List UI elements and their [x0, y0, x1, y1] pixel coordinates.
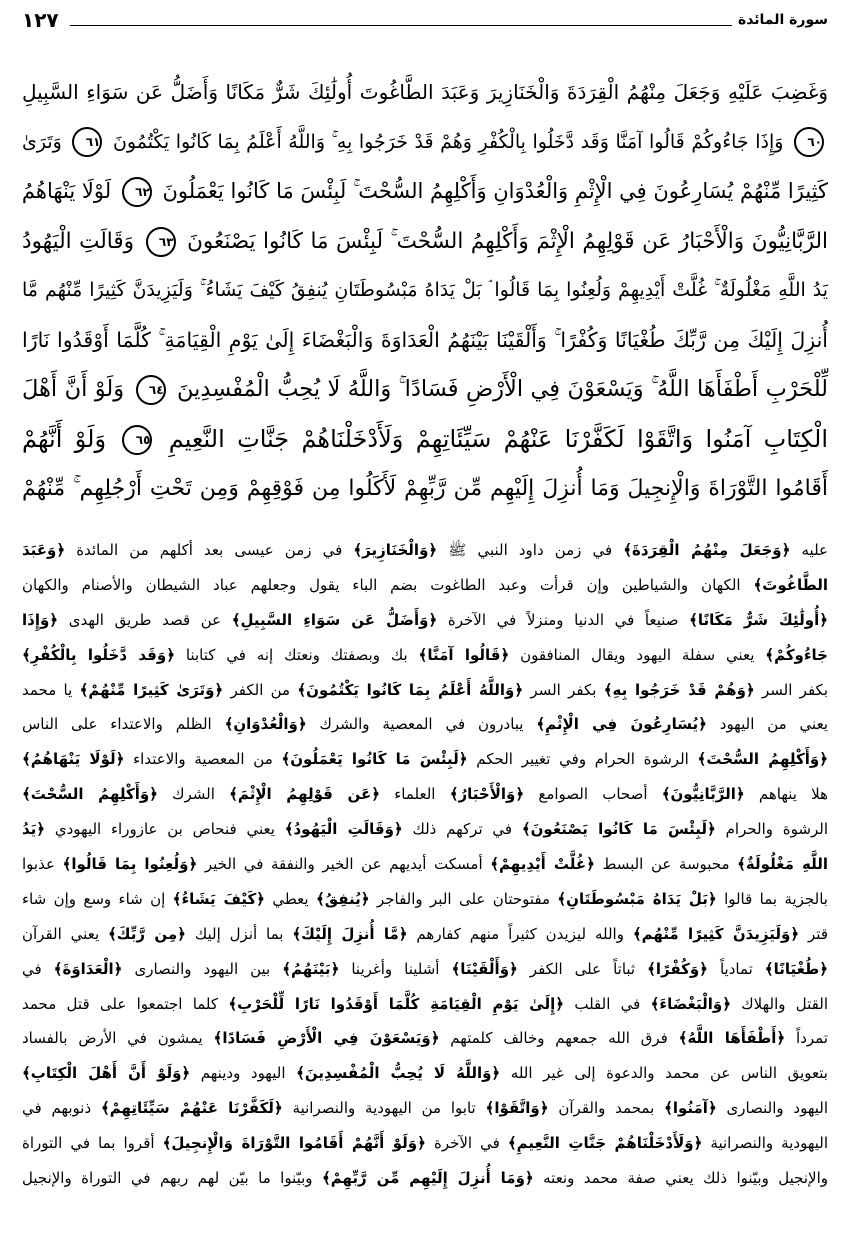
verse-number-marker: ٦١: [72, 127, 102, 157]
quran-quote: ﴿وَاللَّهُ لَا يُحِبُّ الْمُفْسِدِينَ﴾: [296, 1064, 501, 1083]
quran-quote: ﴿آمَنُوا﴾: [664, 1099, 717, 1118]
commentary-line: الرشوة والحرام ﴿لَبِئْسَ مَا كَانُوا يَصْنَعُونَ﴾ في تركهم ذلك ﴿وَقَالَتِ الْيَهُودُ﴾ يعني فنحاص بن عازوراء اليهودي ﴿يَدُ: [22, 820, 828, 839]
quran-quote: ﴿وَاللَّهُ أَعْلَمُ بِمَا كَانُوا يَكْتُمُونَ﴾: [297, 680, 524, 699]
quran-quote: جَاءُوكُمْ﴾: [765, 645, 828, 664]
quran-quote: ﴿وَأَكْلِهِمُ السُّحْتَ﴾: [22, 785, 158, 804]
commentary-line: جَاءُوكُمْ﴾ يعني سفلة اليهود ويقال المنافقون ﴿قَالُوا آمَنَّا﴾ بك وبصفتك ونعتك إنه في كتابنا ﴿وَقَد دَّخَلُوا بِالْكُفْرِ﴾: [22, 645, 828, 664]
commentary-line: اليهودية والنصرانية ﴿وَلَأَدْخَلْنَاهُمْ جَنَّاتِ النَّعِيمِ﴾ في الآخرة ﴿وَلَوْ أَنَّهُمْ أَقَامُوا التَّوْرَاةَ وَالْإِنجِيلَ﴾ أقروا بما في التوراة: [22, 1134, 829, 1153]
quran-quote: ﴿وَكُفْرًا﴾: [647, 959, 708, 978]
verse-line: [22, 365, 828, 415]
quran-quote: ﴿أَطْفَأَهَا اللَّهُ﴾: [678, 1029, 786, 1048]
quran-quote: ﴿وَلَيَزِيدَنَّ كَثِيرًا مِّنْهُم﴾: [632, 924, 800, 943]
verse-text: كَثِيرًا مِّنْهُمْ يُسَارِعُونَ فِي الْإِثْمِ وَالْعُدْوَانِ وَأَكْلِهِمُ السُّحْتَ ۚ لَبِئْسَ مَا كَانُوا يَعْمَلُونَ: [162, 179, 828, 203]
quran-quote: ﴿وَالْعُدْوَانِ﴾: [224, 715, 307, 734]
commentary-line: ﴿أُولَٰئِكَ شَرٌّ مَكَانًا﴾ صنيعاً في الدنيا ومنزلاً في الآخرة ﴿وَأَضَلُّ عَن سَوَاءِ السَّبِيلِ﴾ عن قصد طريق الهدى ﴿وَإِذَا: [22, 610, 829, 629]
verse-number-marker: ٦٣: [146, 227, 176, 257]
quran-quote: ﴿الرَّبَّانِيُّونَ﴾: [661, 785, 745, 804]
quran-quote: ﴿وَأَكْلِهِمُ السُّحْتَ﴾: [697, 750, 828, 769]
quran-quote: ﴿بَيْنَهُمُ﴾: [282, 959, 340, 978]
quran-quote: ﴿الْعَدَاوَةَ﴾: [53, 959, 123, 978]
commentary-line: والإنجيل وبيّنوا ذلك يعني صفة محمد ونعته ﴿وَمَا أُنزِلَ إِلَيْهِم مِّن رَّبِّهِمْ﴾ وبيّنوا ما بيّن لهم ربهم في التوراة والإنجيل: [22, 1169, 828, 1188]
commentary-line: تمرداً ﴿أَطْفَأَهَا اللَّهُ﴾ فرق الله جمعهم وخالف كلمتهم ﴿وَيَسْعَوْنَ فِي الْأَرْضِ فَسَادًا﴾ يمشون في الأرض بالفساد: [22, 1029, 829, 1048]
verse-text: الرَّبَّانِيُّونَ وَالْأَحْبَارُ عَن قَوْلِهِمُ الْإِثْمَ وَأَكْلِهِمُ السُّحْتَ ۚ لَبِئْسَ مَا كَانُوا يَصْنَعُونَ: [187, 228, 828, 254]
commentary-line: هلا ينهاهم ﴿الرَّبَّانِيُّونَ﴾ أصحاب الصوامع ﴿وَالْأَحْبَارُ﴾ العلماء ﴿عَن قَوْلِهِمُ الْإِثْمَ﴾ الشرك ﴿وَأَكْلِهِمُ السُّحْتَ﴾: [22, 785, 829, 804]
verse-number-marker: ٦٤: [136, 375, 166, 405]
commentary-line: ﴿طُغْيَانًا﴾ تمادياً ﴿وَكُفْرًا﴾ ثباتاً على الكفر ﴿وَأَلْقَيْنَا﴾ أشلينا وأغرينا ﴿بَيْنَهُمُ﴾ بين اليهود والنصارى ﴿الْعَدَاوَةَ﴾ في: [22, 959, 828, 978]
quran-quote: ﴿وَأَضَلُّ عَن سَوَاءِ السَّبِيلِ﴾: [231, 610, 438, 629]
commentary-line: اللَّهِ مَغْلُولَةٌ﴾ محبوسة عن البسط ﴿غُلَّتْ أَيْدِيهِمْ﴾ أمسكت أيديهم عن الخير والنفقة في الخير ﴿وَلُعِنُوا بِمَا قَالُوا﴾ عذبوا: [22, 855, 828, 874]
verse-text: أَقَامُوا التَّوْرَاةَ وَالْإِنجِيلَ وَمَا أُنزِلَ إِلَيْهِم مِّن رَّبِّهِمْ لَأَكَلُوا مِن فَوْقِهِمْ وَمِن تَحْتِ أَرْجُلِهِم ۚ مِّنْهُمْ: [22, 476, 828, 501]
verse-text: وَتَرَىٰ: [22, 130, 62, 153]
quran-quote: ﴿غُلَّتْ أَيْدِيهِمْ﴾: [490, 855, 595, 874]
quran-quote: ﴿وَالْأَحْبَارُ﴾: [449, 785, 525, 804]
commentary-line: بالجزية بما قالوا ﴿بَلْ يَدَاهُ مَبْسُوطَتَانِ﴾ مفتوحتان على البر والفاجر ﴿يُنفِقُ﴾ يعطي ﴿كَيْفَ يَشَاءُ﴾ إن شاء وسع وإن شاء: [22, 889, 828, 908]
quran-quote: اللَّهِ مَغْلُولَةٌ﴾: [737, 855, 828, 874]
page-number: ١٢٧: [22, 8, 59, 32]
quran-verses: [22, 68, 828, 514]
quran-quote: ﴿لَوْلَا يَنْهَاهُمُ﴾: [22, 750, 125, 769]
quran-quote: ﴿وَلَوْ أَنَّ أَهْلَ الْكِتَابِ﴾: [22, 1064, 191, 1083]
quran-quote: ﴿وَعَبَدَ: [22, 541, 66, 559]
quran-quote: ﴿يَدُ: [22, 820, 46, 839]
quran-quote: ﴿قَالُوا آمَنَّا﴾: [418, 645, 510, 664]
verse-line: [22, 68, 828, 118]
quran-quote: ﴿وَجَعَلَ مِنْهُمُ الْقِرَدَةَ﴾: [623, 541, 791, 559]
verse-line: [22, 167, 828, 217]
quran-quote: ﴿وَلُعِنُوا بِمَا قَالُوا﴾: [62, 855, 198, 874]
commentary-line: القتل والهلاك ﴿وَالْبَغْضَاءَ﴾ في القلب ﴿إِلَىٰ يَوْمِ الْقِيَامَةِ كُلَّمَا أَوْقَدُوا نَارًا لِّلْحَرْبِ﴾ كلما اجتمعوا على قتل محمد: [22, 994, 829, 1013]
quran-quote: الطَّاغُوتَ﴾: [753, 575, 828, 594]
quran-quote: ﴿يُسَارِعُونَ فِي الْإِثْمِ﴾: [536, 715, 707, 734]
quran-quote: ﴿وَلَأَدْخَلْنَاهُمْ جَنَّاتِ النَّعِيمِ﴾: [507, 1134, 703, 1153]
commentary-line: ﴿وَأَكْلِهِمُ السُّحْتَ﴾ الرشوة الحرام وفي تغيير الحكم ﴿لَبِئْسَ مَا كَانُوا يَعْمَلُونَ﴾ من المعصية والاعتداء ﴿لَوْلَا يَنْهَاهُمُ﴾: [22, 750, 828, 769]
quran-quote: ﴿وَتَرَىٰ كَثِيرًا مِّنْهُمْ﴾: [79, 680, 224, 699]
quran-quote: ﴿كَيْفَ يَشَاءُ﴾: [172, 889, 265, 908]
commentary-line: يعني من اليهود ﴿يُسَارِعُونَ فِي الْإِثْمِ﴾ يبادرون في المعصية والشرك ﴿وَالْعُدْوَانِ﴾ الظلم والاعتداء على الناس: [22, 715, 828, 734]
verse-number-marker: ٦٢: [122, 177, 152, 207]
quran-quote: ﴿بَلْ يَدَاهُ مَبْسُوطَتَانِ﴾: [557, 889, 717, 908]
verse-line: [22, 217, 828, 267]
verse-line: [22, 266, 828, 316]
quran-quote: ﴿مَّا أُنزِلَ إِلَيْكَ﴾: [292, 924, 408, 943]
commentary-line: اليهود والنصارى ﴿آمَنُوا﴾ بمحمد والقرآن ﴿وَاتَّقَوْا﴾ تابوا من اليهودية والنصرانية ﴿لَكَفَّرْنَا عَنْهُمْ سَيِّئَاتِهِمْ﴾ ذنوبهم في: [22, 1099, 829, 1118]
quran-quote: ﴿وَالْبَغْضَاءَ﴾: [650, 994, 731, 1013]
verse-line: [22, 316, 828, 366]
verse-number-marker: ٦٠: [794, 127, 824, 157]
verse-text: وَإِذَا جَاءُوكُمْ قَالُوا آمَنَّا وَقَد دَّخَلُوا بِالْكُفْرِ وَهُمْ قَدْ خَرَجُوا بِهِ ۚ وَاللَّهُ أَعْلَمُ بِمَا كَانُوا يَكْتُمُونَ: [112, 130, 784, 153]
verse-line: [22, 118, 828, 168]
quran-quote: ﴿لَكَفَّرْنَا عَنْهُمْ سَيِّئَاتِهِمْ﴾: [100, 1099, 283, 1118]
verse-text: لَوْلَا يَنْهَاهُمُ: [21, 179, 112, 203]
tafsir-commentary: [22, 533, 828, 1196]
quran-quote: ﴿وَهُمْ قَدْ خَرَجُوا بِهِ﴾: [603, 680, 755, 699]
verse-text: يَدُ اللَّهِ مَغْلُولَةٌ ۚ غُلَّتْ أَيْدِيهِمْ وَلُعِنُوا بِمَا قَالُوا ۘ بَلْ يَدَاهُ مَبْسُوطَتَانِ يُنفِقُ كَيْفَ يَشَاءُ ۚ وَلَيَزِيدَنَّ كَثِيرًا مِّنْهُم مَّا: [22, 279, 828, 301]
quran-quote: ﴿أُولَٰئِكَ شَرٌّ مَكَانًا﴾: [689, 610, 829, 629]
quran-quote: ﴿وَاتَّقَوْا﴾: [485, 1099, 549, 1118]
quran-quote: ﴿لَبِئْسَ مَا كَانُوا يَعْمَلُونَ﴾: [281, 750, 468, 769]
page-header: [22, 8, 828, 32]
quran-quote: ﴿وَقَد دَّخَلُوا بِالْكُفْرِ﴾: [22, 645, 175, 664]
verse-text: أُنزِلَ إِلَيْكَ مِن رَّبِّكَ طُغْيَانًا وَكُفْرًا ۚ وَأَلْقَيْنَا بَيْنَهُمُ الْعَدَاوَةَ وَالْبَغْضَاءَ إِلَىٰ يَوْمِ الْقِيَامَةِ ۚ كُلَّمَا أَوْقَدُوا نَارًا: [22, 327, 828, 352]
commentary-line: بتعويق الناس عن محمد والدعوة إلى غير الله ﴿وَاللَّهُ لَا يُحِبُّ الْمُفْسِدِينَ﴾ اليهود ودينهم ﴿وَلَوْ أَنَّ أَهْلَ الْكِتَابِ﴾: [22, 1064, 828, 1083]
quran-quote: ﴿عَن قَوْلِهِمُ الْإِثْمَ﴾: [229, 785, 381, 804]
quran-quote: ﴿وَأَلْقَيْنَا﴾: [451, 959, 518, 978]
verse-text: الْكِتَابِ آمَنُوا وَاتَّقَوْا لَكَفَّرْنَا عَنْهُمْ سَيِّئَاتِهِمْ وَلَأَدْخَلْنَاهُمْ جَنَّاتِ النَّعِيمِ: [168, 424, 829, 453]
verse-line: [22, 415, 828, 465]
quran-quote: ﴿مِن رَّبِّكَ﴾: [108, 924, 186, 943]
quran-quote: ﴿طُغْيَانًا﴾: [764, 959, 828, 978]
quran-quote: ﴿يُنفِقُ﴾: [315, 889, 370, 908]
quran-quote: ﴿وَمَا أُنزِلَ إِلَيْهِم مِّن رَّبِّهِمْ﴾: [321, 1169, 534, 1188]
quran-quote: ﴿وَإِذَا: [22, 610, 59, 629]
quran-quote: ﴿وَقَالَتِ الْيَهُودُ﴾: [284, 820, 403, 839]
commentary-line: قتر ﴿وَلَيَزِيدَنَّ كَثِيرًا مِّنْهُم﴾ والله ليزيدن كثيراً منهم كفارهم ﴿مَّا أُنزِلَ إِلَيْكَ﴾ بما أنزل إليك ﴿مِن رَّبِّكَ﴾ يعني القرآن: [22, 924, 829, 943]
verse-text: وَقَالَتِ الْيَهُودُ: [22, 228, 135, 254]
verse-line: [22, 464, 828, 514]
commentary-line: عليه ﴿وَجَعَلَ مِنْهُمُ الْقِرَدَةَ﴾ في زمن داود النبي ﷺ ﴿وَالْخَنَازِيرَ﴾ في زمن عيسى بعد أكلهم من المائدة ﴿وَعَبَدَ: [22, 541, 828, 559]
verse-text: وَلَوْ أَنَّ أَهْلَ: [22, 376, 125, 402]
verse-number-marker: ٦٥: [122, 425, 152, 455]
verse-text: وَغَضِبَ عَلَيْهِ وَجَعَلَ مِنْهُمُ الْقِرَدَةَ وَالْخَنَازِيرَ وَعَبَدَ الطَّاغُوتَ أُولَٰئِكَ شَرٌّ مَكَانًا وَأَضَلُّ عَن سَوَاءِ السَّبِيلِ: [22, 80, 828, 104]
quran-quote: ﴿لَبِئْسَ مَا كَانُوا يَصْنَعُونَ﴾: [521, 820, 716, 839]
header-rule: [70, 25, 732, 26]
quran-quote: ﴿إِلَىٰ يَوْمِ الْقِيَامَةِ كُلَّمَا أَوْقَدُوا نَارًا لِّلْحَرْبِ﴾: [228, 994, 565, 1013]
quran-quote: ﴿وَلَوْ أَنَّهُمْ أَقَامُوا التَّوْرَاةَ وَالْإِنجِيلَ﴾: [162, 1134, 426, 1153]
quran-quote: ﴿وَيَسْعَوْنَ فِي الْأَرْضِ فَسَادًا﴾: [213, 1029, 440, 1048]
quran-quote: ﴿وَالْخَنَازِيرَ﴾: [353, 541, 438, 559]
commentary-line: الطَّاغُوتَ﴾ الكهان والشياطين وإن قرأت وعبد الطاغوت بضم الباء يقول وجعلهم عباد الشيطان والأصنام والكهان: [22, 575, 828, 594]
verse-text: وَلَوْ أَنَّهُمْ: [22, 424, 107, 453]
surah-name: سورة المائدة: [737, 12, 828, 28]
verse-text: لِّلْحَرْبِ أَطْفَأَهَا اللَّهُ ۚ وَيَسْعَوْنَ فِي الْأَرْضِ فَسَادًا ۚ وَاللَّهُ لَا يُحِبُّ الْمُفْسِدِينَ: [177, 376, 829, 402]
commentary-line: بكفر السر ﴿وَهُمْ قَدْ خَرَجُوا بِهِ﴾ بكفر السر ﴿وَاللَّهُ أَعْلَمُ بِمَا كَانُوا يَكْتُمُونَ﴾ من الكفر ﴿وَتَرَىٰ كَثِيرًا مِّنْهُمْ﴾ يا محمد: [22, 680, 828, 699]
